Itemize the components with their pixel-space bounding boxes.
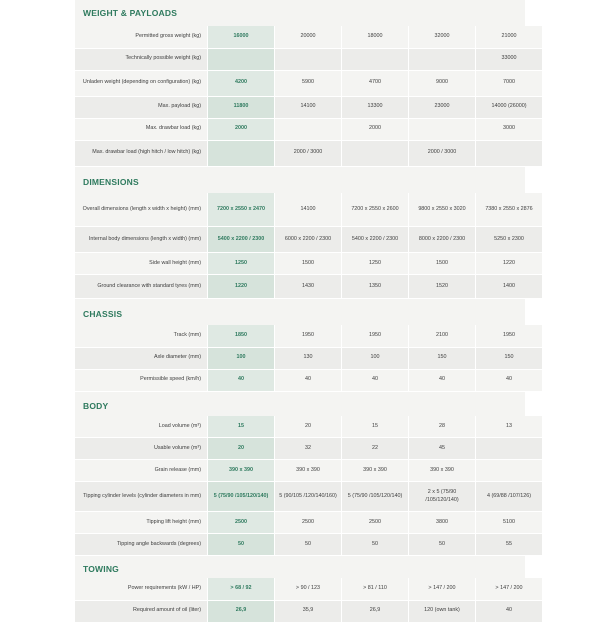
cell-model-3: 40 [342, 369, 409, 391]
cell-model-2: 2500 [275, 512, 342, 534]
section-title: DIMENSIONS [83, 176, 139, 187]
row-label: Internal body dimensions (length x width) (mm) [75, 227, 208, 253]
table-row [75, 193, 542, 227]
table-row [75, 275, 542, 299]
row-label: Axle diameter (mm) [75, 347, 208, 369]
cell-model-4: 28 [409, 416, 476, 438]
row-label: Usable volume (m³) [75, 438, 208, 460]
cell-model-1: 7200 x 2550 x 2470 [208, 193, 275, 227]
cell-model-5: 1400 [476, 275, 543, 299]
cell-model-4: 9000 [409, 70, 476, 96]
cell-model-5: 7000 [476, 70, 543, 96]
cell-model-3: 1950 [342, 325, 409, 347]
cell-model-2: 390 x 390 [275, 460, 342, 482]
cell-model-4: 120 (own tank) [409, 600, 476, 622]
section-title: BODY [83, 400, 109, 411]
table-row [75, 118, 542, 140]
table-row [75, 512, 542, 534]
cell-model-3: 2500 [342, 512, 409, 534]
table-row [75, 96, 542, 118]
cell-model-2: 40 [275, 369, 342, 391]
cell-model-5: 3000 [476, 118, 543, 140]
cell-model-2: 14100 [275, 193, 342, 227]
cell-model-3: 100 [342, 347, 409, 369]
spec-table [75, 416, 542, 557]
cell-model-3 [342, 48, 409, 70]
table-row [75, 600, 542, 622]
cell-model-5: 1220 [476, 253, 543, 275]
cell-model-4: 2100 [409, 325, 476, 347]
cell-model-4: 45 [409, 438, 476, 460]
cell-model-3 [342, 140, 409, 166]
cell-model-5: 5100 [476, 512, 543, 534]
row-label: Side wall height (mm) [75, 253, 208, 275]
cell-model-5: 40 [476, 369, 543, 391]
cell-model-5 [476, 438, 543, 460]
cell-model-2: 1950 [275, 325, 342, 347]
row-label: Technically possible weight (kg) [75, 48, 208, 70]
cell-model-4 [409, 48, 476, 70]
cell-model-4: 32000 [409, 26, 476, 48]
cell-model-2 [275, 118, 342, 140]
cell-model-4: 150 [409, 347, 476, 369]
cell-model-2: 20000 [275, 26, 342, 48]
cell-model-1 [208, 140, 275, 166]
row-label: Max. drawbar load (kg) [75, 118, 208, 140]
table-row [75, 460, 542, 482]
cell-model-5: 4 (69/88 /107/126) [476, 482, 543, 512]
cell-model-2: 50 [275, 534, 342, 556]
cell-model-5: 40 [476, 600, 543, 622]
section-body [75, 392, 532, 557]
cell-model-3: 13300 [342, 96, 409, 118]
table-row [75, 70, 542, 96]
spec-table [75, 193, 542, 300]
spec-table [75, 325, 542, 392]
cell-model-4: 2 x 5 (75/90 /105/120/140) [409, 482, 476, 512]
table-row [75, 438, 542, 460]
section-title: WEIGHT & PAYLOADS [83, 8, 178, 18]
cell-model-1: 2000 [208, 118, 275, 140]
cell-model-3: 7200 x 2550 x 2600 [342, 193, 409, 227]
cell-model-1: 20 [208, 438, 275, 460]
cell-model-4: 8000 x 2200 / 2300 [409, 227, 476, 253]
cell-model-2: 1500 [275, 253, 342, 275]
row-label: Tipping angle backwards (degrees) [75, 534, 208, 556]
cell-model-2: 1430 [275, 275, 342, 299]
cell-model-3: 2000 [342, 118, 409, 140]
cell-model-2 [275, 48, 342, 70]
cell-model-1: 40 [208, 369, 275, 391]
table-row [75, 48, 542, 70]
table-row [75, 578, 542, 600]
cell-model-1: 5400 x 2200 / 2300 [208, 227, 275, 253]
table-row [75, 534, 542, 556]
table-row [75, 325, 542, 347]
row-label: Track (mm) [75, 325, 208, 347]
cell-model-1: 390 x 390 [208, 460, 275, 482]
cell-model-2: 130 [275, 347, 342, 369]
cell-model-5 [476, 460, 543, 482]
table-row [75, 140, 542, 166]
cell-model-3: 390 x 390 [342, 460, 409, 482]
row-label: Overall dimensions (length x width x height) (mm) [75, 193, 208, 227]
cell-model-5 [476, 140, 543, 166]
section-title: TOWING [83, 564, 119, 574]
cell-model-3: 15 [342, 416, 409, 438]
cell-model-4 [409, 118, 476, 140]
spec-table [75, 26, 542, 167]
cell-model-1 [208, 48, 275, 70]
cell-model-3: > 81 / 110 [342, 578, 409, 600]
cell-model-5: 21000 [476, 26, 543, 48]
cell-model-5: > 147 / 200 [476, 578, 543, 600]
cell-model-4: 1520 [409, 275, 476, 299]
cell-model-3: 18000 [342, 26, 409, 48]
spec-table [75, 578, 542, 623]
cell-model-5: 14000 (26000) [476, 96, 543, 118]
cell-model-4: 50 [409, 534, 476, 556]
row-label: Permitted gross weight (kg) [75, 26, 208, 48]
cell-model-4: 9800 x 2550 x 3020 [409, 193, 476, 227]
cell-model-2: 20 [275, 416, 342, 438]
row-label: Tipping cylinder levels (cylinder diameters in mm) [75, 482, 208, 512]
section-dimensions [75, 167, 533, 300]
cell-model-3: 22 [342, 438, 409, 460]
row-label: Ground clearance with standard tyres (mm) [75, 275, 208, 299]
cell-model-5: 150 [476, 347, 543, 369]
cell-model-4: 40 [409, 369, 476, 391]
section-towing [75, 556, 525, 623]
cell-model-1: 1850 [208, 325, 275, 347]
section-weight-payloads [75, 0, 525, 167]
cell-model-2: 5 (90/105 /120/140/160) [275, 482, 342, 512]
cell-model-1: 2500 [208, 512, 275, 534]
cell-model-2: 5900 [275, 70, 342, 96]
row-label: Max. drawbar load (high hitch / low hitch) (kg) [75, 140, 208, 166]
cell-model-1: 1220 [208, 275, 275, 299]
row-label: Power requirements (kW / HP) [75, 578, 208, 600]
table-row [75, 416, 542, 438]
cell-model-5: 55 [476, 534, 543, 556]
cell-model-3: 4700 [342, 70, 409, 96]
cell-model-2: 6000 x 2200 / 2300 [275, 227, 342, 253]
cell-model-1: 1250 [208, 253, 275, 275]
cell-model-3: 1250 [342, 253, 409, 275]
table-row [75, 227, 542, 253]
section-title: CHASSIS [83, 309, 123, 319]
row-label: Max. payload (kg) [75, 96, 208, 118]
row-label: Required amount of oil (liter) [75, 600, 208, 622]
table-row [75, 369, 542, 391]
section-chassis [75, 299, 525, 392]
cell-model-1: 26,9 [208, 600, 275, 622]
row-label: Load volume (m³) [75, 416, 208, 438]
cell-model-1: 11800 [208, 96, 275, 118]
cell-model-2: 35,9 [275, 600, 342, 622]
row-label: Grain release (mm) [75, 460, 208, 482]
cell-model-5: 1950 [476, 325, 543, 347]
cell-model-1: 100 [208, 347, 275, 369]
table-row [75, 26, 542, 48]
cell-model-1: 15 [208, 416, 275, 438]
cell-model-3: 5 (75/90 /105/120/140) [342, 482, 409, 512]
cell-model-1: > 68 / 92 [208, 578, 275, 600]
row-label: Tipping lift height (mm) [75, 512, 208, 534]
cell-model-4: > 147 / 200 [409, 578, 476, 600]
cell-model-2: 14100 [275, 96, 342, 118]
cell-model-3: 50 [342, 534, 409, 556]
cell-model-1: 16000 [208, 26, 275, 48]
cell-model-3: 1350 [342, 275, 409, 299]
cell-model-5: 33000 [476, 48, 543, 70]
table-row [75, 253, 542, 275]
cell-model-5: 7380 x 2550 x 2876 [476, 193, 543, 227]
cell-model-1: 5 (75/90 /105/120/140) [208, 482, 275, 512]
cell-model-3: 5400 x 2200 / 2300 [342, 227, 409, 253]
cell-model-4: 3800 [409, 512, 476, 534]
cell-model-5: 13 [476, 416, 543, 438]
cell-model-2: > 90 / 123 [275, 578, 342, 600]
row-label: Permissible speed (km/h) [75, 369, 208, 391]
spec-sheet [75, 0, 533, 614]
cell-model-1: 4200 [208, 70, 275, 96]
cell-model-2: 2000 / 3000 [275, 140, 342, 166]
cell-model-1: 50 [208, 534, 275, 556]
cell-model-4: 23000 [409, 96, 476, 118]
cell-model-5: 5250 x 2300 [476, 227, 543, 253]
table-row [75, 482, 542, 512]
cell-model-4: 1500 [409, 253, 476, 275]
cell-model-4: 390 x 390 [409, 460, 476, 482]
cell-model-2: 32 [275, 438, 342, 460]
cell-model-4: 2000 / 3000 [409, 140, 476, 166]
row-label: Unladen weight (depending on configuration) (kg) [75, 70, 208, 96]
table-row [75, 347, 542, 369]
cell-model-3: 26,9 [342, 600, 409, 622]
